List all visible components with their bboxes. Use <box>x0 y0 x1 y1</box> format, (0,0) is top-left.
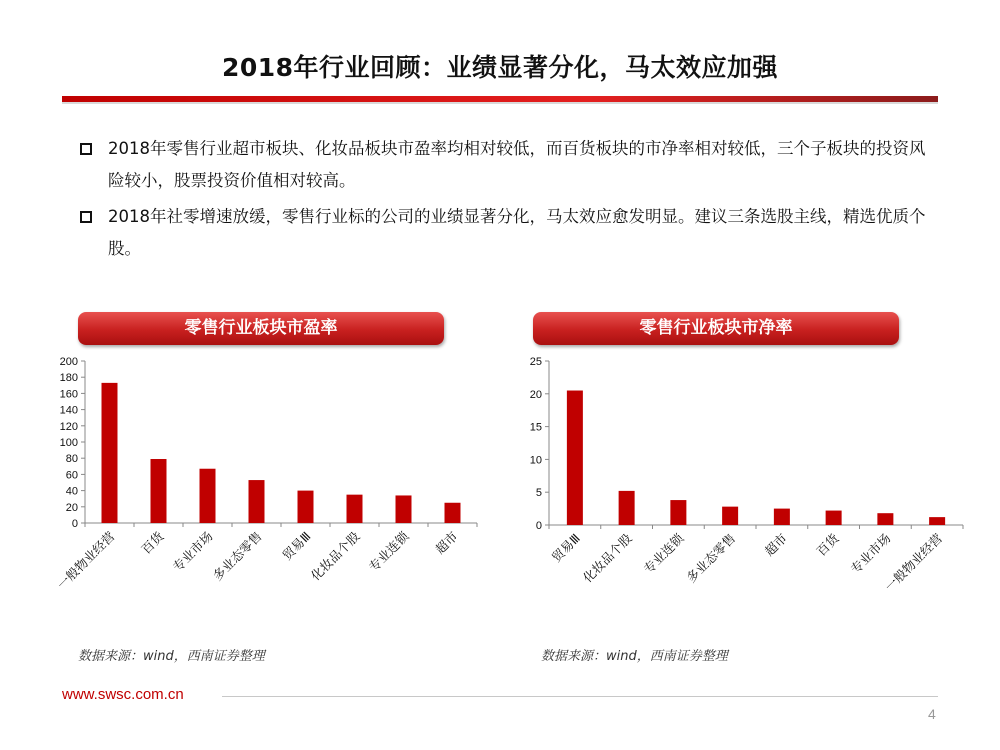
bar <box>151 459 167 523</box>
y-tick-label: 0 <box>71 518 78 530</box>
bar <box>877 513 893 525</box>
category-label: 专业市场 <box>847 530 894 577</box>
category-label: 超市 <box>432 528 461 557</box>
bullet-list <box>80 133 940 269</box>
category-label: 化妆品个股 <box>307 528 363 584</box>
y-tick-label: 80 <box>65 453 78 466</box>
bar <box>249 480 265 523</box>
bar <box>396 495 412 523</box>
title-divider-shadow <box>62 102 938 104</box>
bullet-item <box>80 201 940 265</box>
bar <box>567 391 583 525</box>
y-tick-label: 60 <box>65 469 78 482</box>
footer-url-link[interactable]: www.swsc.com.cn <box>62 686 184 703</box>
category-label: 一般物业经营 <box>53 528 118 593</box>
y-tick-label: 10 <box>529 454 542 467</box>
bar <box>774 509 790 525</box>
category-label: 超市 <box>761 530 790 559</box>
y-tick-label: 20 <box>65 501 78 514</box>
category-label: 多业态零售 <box>683 530 739 586</box>
y-tick-label: 160 <box>59 388 78 401</box>
pb-chart-svg <box>513 350 973 640</box>
category-label: 贸易Ⅲ <box>548 530 583 565</box>
bar <box>929 517 945 525</box>
bullet-text: 2018年社零增速放缓，零售行业标的公司的业绩显著分化，马太效应愈发明显。建议三条选股主线，精选优质个股。 <box>108 207 926 258</box>
y-tick-label: 25 <box>529 356 542 368</box>
bullet-item <box>80 133 940 197</box>
pb-chart-source: 数据来源：wind，西南证券整理 <box>541 649 728 664</box>
pe-bar-chart <box>47 350 487 640</box>
pe-chart-source: 数据来源：wind，西南证券整理 <box>78 649 265 664</box>
y-tick-label: 40 <box>65 485 78 498</box>
pe-chart-svg <box>47 350 487 640</box>
category-label: 化妆品个股 <box>579 530 635 586</box>
square-bullet-icon <box>80 211 92 223</box>
category-label: 百货 <box>813 530 842 559</box>
category-label: 贸易Ⅲ <box>279 528 314 563</box>
bar <box>445 503 461 523</box>
category-label: 专业连锁 <box>640 530 687 577</box>
y-tick-label: 0 <box>535 520 542 532</box>
y-tick-label: 180 <box>59 372 78 385</box>
page-title: 2018年行业回顾：业绩显著分化，马太效应加强 <box>221 53 779 82</box>
y-tick-label: 100 <box>59 437 78 449</box>
y-tick-label: 15 <box>529 421 542 434</box>
category-label: 多业态零售 <box>209 528 265 584</box>
pb-chart-header: 零售行业板块市净率 <box>533 312 899 345</box>
page-number: 4 <box>928 706 936 722</box>
category-label: 百货 <box>138 528 167 557</box>
y-tick-label: 5 <box>535 487 542 500</box>
bar <box>200 469 216 523</box>
footer-divider <box>222 696 938 697</box>
category-label: 一般物业经营 <box>881 530 946 595</box>
bar <box>298 491 314 523</box>
y-tick-label: 120 <box>59 420 78 433</box>
y-tick-label: 200 <box>59 356 78 368</box>
bar <box>619 491 635 525</box>
category-label: 专业连锁 <box>365 528 412 575</box>
pb-bar-chart <box>513 350 973 640</box>
bar <box>826 511 842 525</box>
y-tick-label: 20 <box>529 388 542 401</box>
y-tick-label: 140 <box>59 404 78 417</box>
square-bullet-icon <box>80 143 92 155</box>
bar <box>722 507 738 525</box>
bar <box>670 500 686 525</box>
bullet-text: 2018年零售行业超市板块、化妆品板块市盈率均相对较低，而百货板块的市净率相对较低，三个子板块的投资风险较小，股票投资价值相对较高。 <box>108 139 926 190</box>
bar <box>347 495 363 523</box>
pe-chart-header: 零售行业板块市盈率 <box>78 312 444 345</box>
bar <box>102 383 118 523</box>
category-label: 专业市场 <box>169 528 216 575</box>
